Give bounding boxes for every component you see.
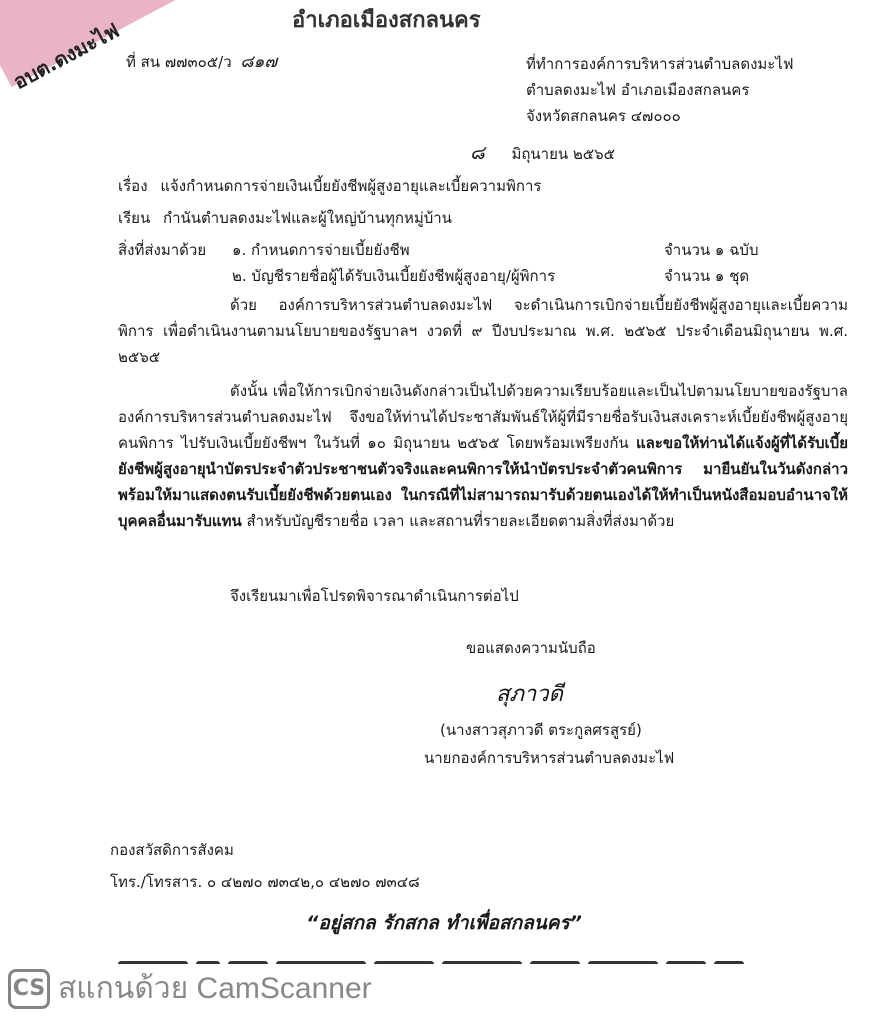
signature: สุภาวดี: [496, 682, 563, 707]
recipient-text: กำนันตำบลดงมะไฟและผู้ใหญ่บ้านทุกหมู่บ้าน: [163, 209, 452, 227]
reference-number-label: ที่ สน ๗๗๓๐๕/ว: [126, 53, 232, 71]
page-top-title: อำเภอเมืองสกลนคร: [292, 8, 481, 28]
recipient-label: เรียน: [118, 209, 151, 227]
camscanner-logo-icon: CS: [8, 969, 50, 1009]
body-paragraph-2-tail: สำหรับบัญชีรายชื่อ เวลา และสถานที่รายละเอียดตามสิ่งที่ส่งมาด้วย: [241, 512, 675, 530]
office-address-line2: ตำบลดงมะไฟ อำเภอเมืองสกลนคร: [526, 81, 750, 99]
cut-off-text-line: [118, 952, 758, 964]
contact-phone: โทร./โทรสาร. ๐ ๔๒๗๐ ๗๓๔๒,๐ ๔๒๗๐ ๗๓๔๘: [110, 873, 420, 891]
body-paragraph-2-bold: และขอให้ท่านได้แจ้งผู้ที่ได้รับเบี้ยยังชีพผู้สูงอายุนำบัตรประจำตัวประชาชนตัวจริงและคนพิการให้นำบัตรประจำตัวคนพิการ มายืนยันในวันดังกล่าว พร้อมให้มาแสดงตนรับเบี้ยยังชีพด้วยตนเอง ในกรณีที่ไม่สามารถมารับด้วยตนเองได้ให้ทำเป็นหนังสือมอบอำนาจให้บุคคลอื่นมารับแทน: [118, 434, 848, 530]
reference-number-handwritten: ๘๑๗: [240, 52, 278, 72]
recipient-line: [118, 206, 452, 230]
office-address-line1: ที่ทำการองค์การบริหารส่วนตำบลดงมะไฟ: [526, 55, 794, 73]
camscanner-text: สแกนด้วย CamScanner: [58, 972, 372, 1005]
camscanner-watermark: [8, 965, 372, 1012]
department-name: กองสวัสดิการสังคม: [110, 841, 234, 859]
closing-regards: ขอแสดงความนับถือ: [466, 639, 596, 657]
slogan: “อยู่สกล รักสกล ทำเพื่อสกลนคร”: [306, 912, 582, 934]
reference-number: [126, 48, 277, 75]
office-address-line3: จังหวัดสกลนคร ๔๗๐๐๐: [526, 107, 681, 125]
date-month-year: มิถุนายน ๒๕๖๕: [511, 145, 616, 163]
signer-position: นายกองค์การบริหารส่วนตำบลดงมะไฟ: [424, 749, 675, 767]
date-day-handwritten: ๘: [470, 142, 485, 164]
enclosure-item: ๑. กำหนดการจ่ายเบี้ยยังชีพ: [232, 241, 410, 259]
signer-name: (นางสาวสุภาวดี ตระกูลศรสูรย์): [440, 721, 642, 739]
enclosure-qty: จำนวน ๑ ชุด: [664, 267, 750, 285]
enclosure-item: ๒. บัญชีรายชื่อผู้ได้รับเงินเบี้ยยังชีพผู้สูงอายุ/ผู้พิการ: [232, 267, 556, 285]
body-paragraph-3: จึงเรียนมาเพื่อโปรดพิจารณาดำเนินการต่อไป: [230, 587, 519, 605]
enclosure-qty: จำนวน ๑ ฉบับ: [664, 241, 759, 259]
subject-line: [118, 174, 541, 198]
document-date: [470, 138, 615, 168]
body-paragraph-1: ด้วย องค์การบริหารส่วนตำบลดงมะไฟ จะดำเนินการเบิกจ่ายเบี้ยยังชีพผู้สูงอายุและเบี้ยความพิการ เพื่อดำเนินงานตามนโยบายของรัฐบาลฯ งวดที่ ๙ ปีงบประมาณ พ.ศ. ๒๕๖๕ ประจำเดือนมิถุนายน พ.ศ. ๒๕๖๕: [118, 296, 848, 366]
subject-text: แจ้งกำหนดการจ่ายเงินเบี้ยยังชีพผู้สูงอายุและเบี้ยความพิการ: [160, 177, 542, 195]
body-paragraph-2: [118, 378, 848, 534]
subject-label: เรื่อง: [118, 177, 148, 195]
enclosures-label: สิ่งที่ส่งมาด้วย: [118, 241, 207, 259]
body-paragraph-2-text: ดังนั้น เพื่อให้การเบิกจ่ายเงินดังกล่าวเป็นไปด้วยความเรียบร้อยและเป็นไปตามนโยบายของรัฐบาล องค์การบริหารส่วนตำบลดงมะไฟ จึงขอให้ท่านได้ประชาสัมพันธ์ให้ผู้ที่มีรายชื่อรับเงินสงเคราะห์เบี้ยยังชีพผู้สูงอายุ คนพิการ ไปรับเงินเบี้ยยังชีพฯ ในวันที่ ๑๐ มิถุนายน ๒๕๖๕ โดยพร้อมเพรียงกัน: [118, 382, 848, 452]
office-stamp-text: อบต.ดงมะไฟ: [9, 18, 124, 94]
